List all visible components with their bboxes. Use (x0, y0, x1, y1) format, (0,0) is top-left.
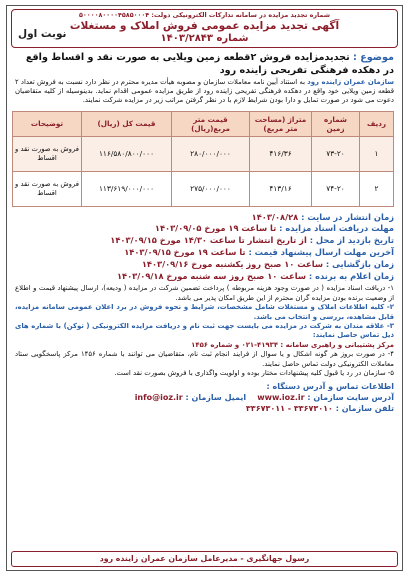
schedule-key: مهلت دریافت اسناد مزایده : (279, 223, 394, 234)
table-cell: ۱۱۶/۵۸۰/۸۰۰/۰۰۰ (82, 136, 172, 171)
col-header: توضیحات (13, 111, 82, 136)
site-link[interactable]: www.ioz.ir (257, 393, 305, 403)
condition-item: ۱- دریافت اسناد مزایده ( در صورت وجود هزینه مربوطه ) پرداخت تضمین شرکت در مزایده ( ودیعه)، ارسال پیشنهاد قیمت و اطلاع از وضعیت برنده بودن مزایده گران محترم از این طریق امکان پذیر می باشد. (15, 284, 394, 302)
schedule-value: تا ساعت ۱۹ مورخ ۱۴۰۳/۰۹/۰۵ (154, 223, 280, 234)
schedule-line (15, 271, 394, 283)
schedule-line (15, 212, 394, 224)
contact-heading: اطلاعات تماس و آدرس دستگاه : (266, 382, 394, 392)
condition-item: ۵- سازمان در رد یا قبول کلیه پیشنهادات مختار بوده و اولویت واگذاری با فروش بصورت نقد است. (114, 369, 394, 378)
table-header-row (13, 111, 394, 136)
table-cell: ۲۷۵/۰۰۰/۰۰۰ (172, 171, 250, 206)
land-table (12, 111, 394, 207)
nobat-label: نوبت اول (18, 28, 67, 40)
registry-line: شماره تجدید مزایده در سامانه تدارکات الکترونیکی دولت: ۵۰۰۰۰۸۰۰۰۰۴۵۸۵۰۰۰۴ (78, 11, 330, 19)
phone-label: تلفن سازمان : (335, 404, 394, 414)
condition-item: ۲- کلیه اطلاعات املاک و مستغلات شامل مشخصات، شرایط و نحوه فروش در برد اعلان عمومی سامانه مزایده، قابل مشاهده، بررسی و انتخاب می باشد. (15, 303, 394, 321)
intro-org: سازمان عمران زاینده رود (307, 78, 394, 86)
schedule-value: ساعت ۱۰ صبح روز سه شنبه مورخ ۱۴۰۳/۰۹/۱۸ (116, 270, 309, 281)
schedule-value: تا ساعت ۱۹ مورخ ۱۴۰۳/۰۹/۱۵ (124, 247, 249, 257)
col-header: قیمت کل (ریال) (82, 111, 172, 136)
condition-item: ۳- علاقه مندان به شرکت در مزایده می بایست جهت ثبت نام و دریافت مزایده الکترونیکی ( توکن) با شماره های ذیل تماس حاصل نمایند: (15, 322, 394, 340)
table-cell: ۲ (360, 171, 394, 206)
subject-text: تجدیدمزایده فروش ۲قطعه زمین ویلایی به صورت نقد و اقساط واقع در دهکده فرهنگی تفریحی زاینده رود (25, 52, 394, 76)
header-banner (11, 9, 398, 48)
site-label: آدرس سایت سازمان : (307, 393, 394, 403)
table-cell: ۴۱۶/۳۶ (250, 136, 312, 171)
schedule-key: زمان اعلام به برنده : (308, 270, 394, 281)
condition-item: ۴- در صورت بروز هر گونه اشکال و یا سوال از فرایند انجام ثبت نام، متقاضیان می توانند با شماره ۱۴۵۶ مرکز پاسخگویی ستاد معاملات الکترونیکی دولت تماس حاصل نمایند. (15, 350, 394, 368)
intro-text: به استناد آیین نامه معاملات سازمان و مصوبه هیأت مدیره محترم در نظر دارد نسبت به فروش تعداد ۲ قطعه زمین ویلایی خود واقع در دهکده فرهنگی تفریحی زاینده رود از طریق مزایده عمومی اقدام نماید. بدینوسیله از کلیه متقاضیان دعوت می شود در صورت تمایل و دارا بودن شرایط لازم با در نظر گرفتن مراتب زیر در مزایده شرکت نمایند. (15, 78, 394, 105)
ad-page (6, 5, 403, 571)
schedule-key: زمان بازگشایی : (325, 258, 394, 269)
phone-value: ۳۳۶۷۳۰۱۰ - ۳۳۶۷۳۰۱۱ (245, 404, 333, 414)
table-cell: ۷۳-۲۰ (312, 136, 360, 171)
schedule-value: ۱۴۰۳/۰۸/۲۸ (251, 211, 302, 222)
table-cell: فروش به صورت نقد و اقساط (13, 171, 82, 206)
col-header: شماره زمین (312, 111, 360, 136)
email-label: ایمیل سازمان : (185, 393, 247, 403)
contact-phone-line (15, 403, 394, 414)
schedule-line (15, 223, 394, 235)
schedule-key: آخرین مهلت ارسال پیشنهاد قیمت : (248, 247, 394, 257)
schedule-value: ساعت ۱۰ صبح روز یکشنبه مورخ ۱۴۰۳/۰۹/۱۶ (141, 258, 326, 269)
table-cell: ۴۱۳/۱۶ (250, 171, 312, 206)
schedule-line (15, 235, 394, 247)
schedule-value: از تاریخ انتشار تا ساعت ۱۴/۳۰ مورخ ۱۴۰۳/۰۹/۱۵ (110, 235, 310, 246)
table-cell: ۲۸۰/۰۰۰/۰۰۰ (172, 136, 250, 171)
schedule-line (15, 247, 394, 259)
table-cell: ۱ (360, 136, 394, 171)
table-cell: ۷۴-۲۰ (312, 171, 360, 206)
ad-title: آگهی تجدید مزایده عمومی فروش املاک و مستغلات (69, 20, 340, 32)
table-cell: فروش به صورت نقد و اقساط (13, 136, 82, 171)
support-line: مرکز پشتیبانی و راهبری سامانه : ۴۱۹۳۴-۰۲۱ و شماره ۱۴۵۶ (191, 340, 394, 349)
schedule-key: زمان انتشار در سایت : (301, 211, 394, 222)
table-row (13, 136, 394, 171)
signature-footer: رسول جهانگیری - مدیرعامل سازمان عمران زاینده رود (11, 551, 398, 567)
col-header: متراژ (مساحت متر مربع) (250, 111, 312, 136)
col-header: ردیف (360, 111, 394, 136)
col-header: قیمت متر مربع(ریال) (172, 111, 250, 136)
subject-label: موضوع : (353, 52, 394, 63)
schedule-key: تاریخ بازدید از محل : (309, 235, 394, 246)
schedule (7, 207, 402, 283)
ad-number: شماره ۱۴۰۳/۲۸۴۳ (160, 33, 249, 44)
conditions (7, 282, 402, 378)
contact-block (7, 378, 402, 414)
table-cell: ۱۱۳/۶۱۹/۰۰۰/۰۰۰ (82, 171, 172, 206)
schedule-line (15, 259, 394, 271)
table-row (13, 171, 394, 206)
subject (7, 48, 402, 77)
intro-paragraph (7, 77, 402, 106)
email-link[interactable]: info@ioz.ir (134, 393, 183, 403)
contact-web-line (15, 392, 394, 403)
